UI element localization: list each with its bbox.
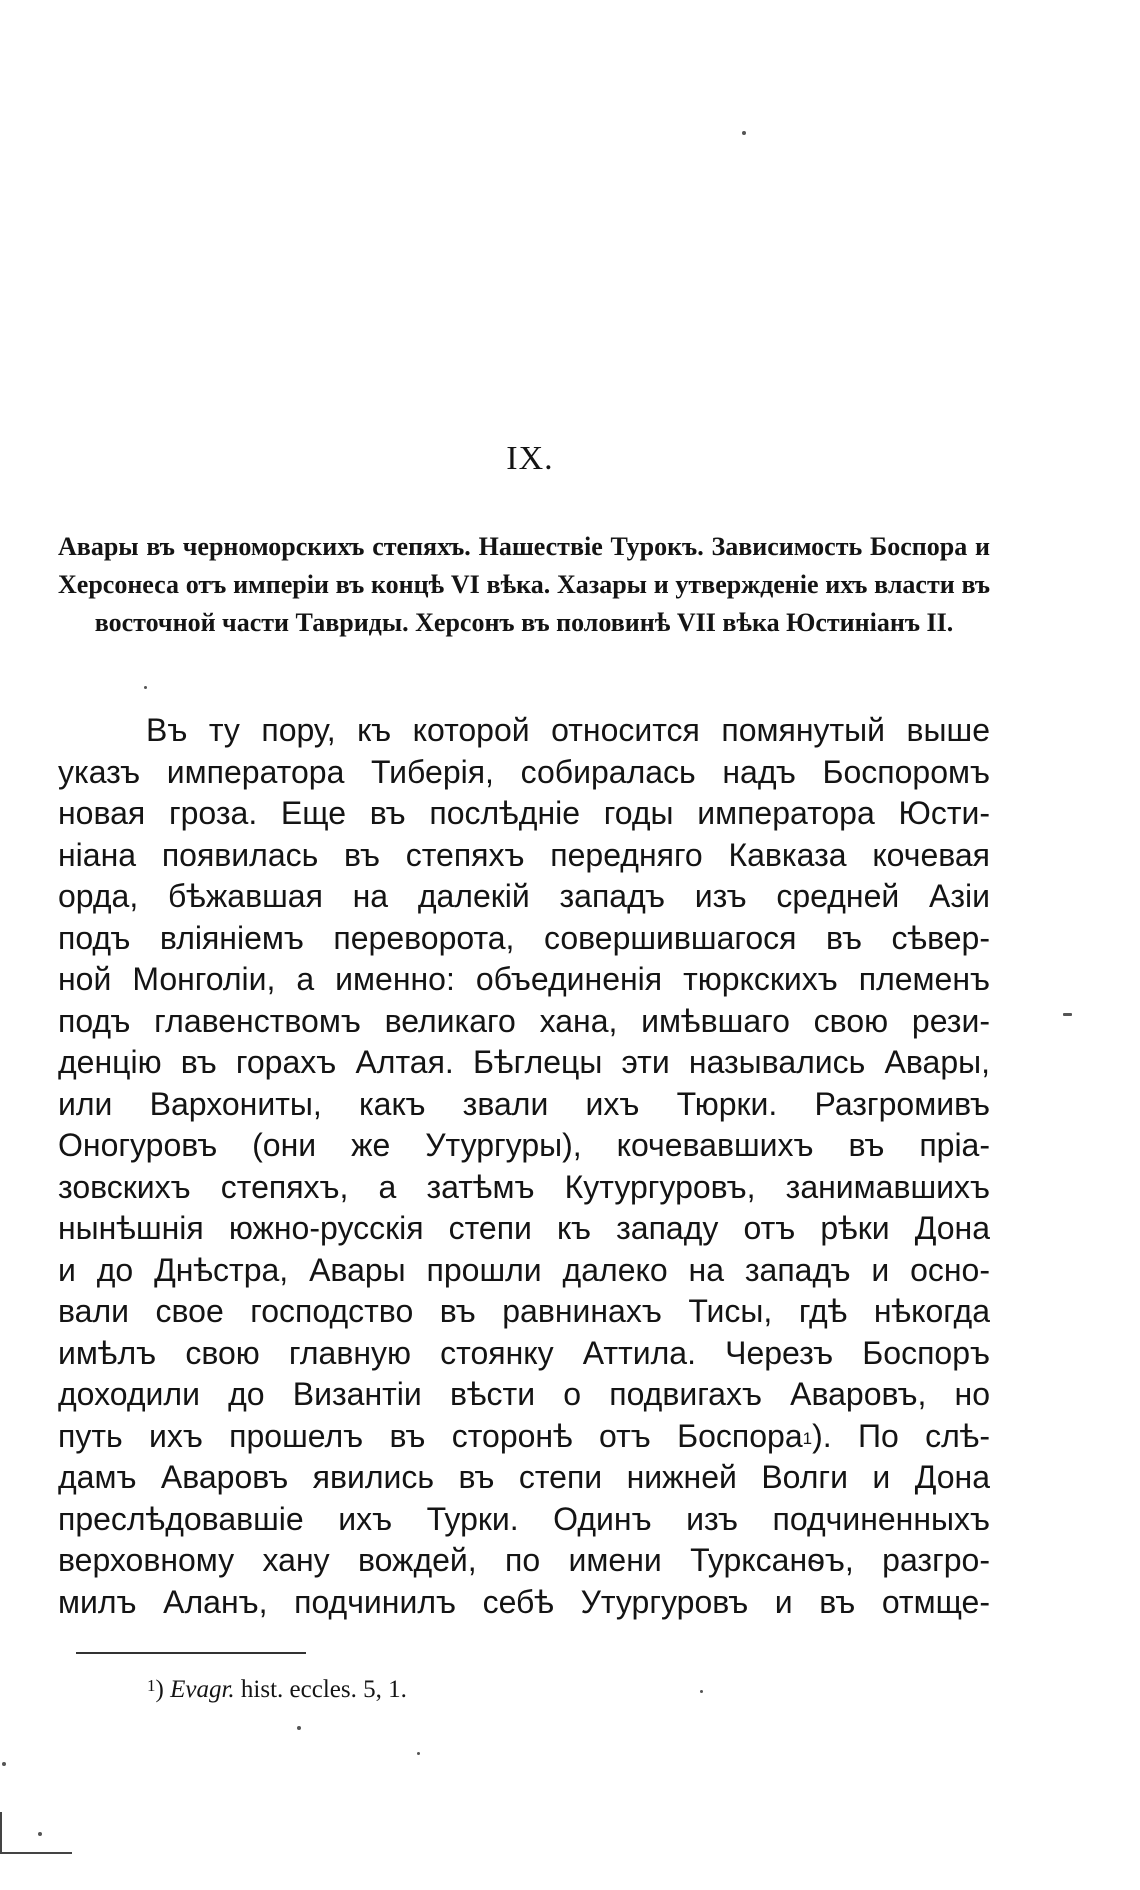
body-text bbox=[58, 710, 990, 1623]
text-line: Оногуровъ (они же Утургуры), кочевавшихъ въ пріа- bbox=[58, 1127, 990, 1163]
text-segment: путь ихъ прошелъ въ сторонѣ отъ Боспора bbox=[58, 1417, 803, 1454]
scan-speck bbox=[700, 1690, 703, 1693]
footnote-paren: ) bbox=[155, 1676, 164, 1703]
text-line: милъ Аланъ, подчинилъ себѣ Утургуровъ и въ отмще- bbox=[58, 1583, 990, 1620]
chapter-number: IX. bbox=[506, 440, 554, 477]
text-line: имѣлъ свою главную стоянку Аттила. Черезъ Боспоръ bbox=[58, 1334, 990, 1371]
scan-speck bbox=[2, 1762, 6, 1766]
footnote bbox=[147, 1676, 407, 1704]
chapter-summary: Авары въ черноморскихъ степяхъ. Нашествіе Турокъ. Зависимость Боспора и Херсонеса отъ имперіи въ концѣ VI вѣка. Хазары и утвержденіе ихъ власти въ восточной части Тавриды. Херсонъ въ половинѣ VII вѣка Юстиніанъ II. bbox=[58, 532, 990, 637]
text-line: ніана появилась въ степяхъ передняго Кавказа кочевая bbox=[58, 836, 990, 873]
footnote-author: Evagr. bbox=[170, 1676, 235, 1703]
text-line: ной Монголіи, а именно: объединенія тюркскихъ племенъ bbox=[58, 961, 990, 997]
scan-speck bbox=[1063, 1013, 1072, 1016]
footnote-marker: 1 bbox=[147, 1676, 156, 1695]
text-line-with-footnote-ref bbox=[58, 1416, 990, 1458]
text-line: подъ вліяніемъ переворота, совершившагося въ сѣвер- bbox=[58, 919, 990, 956]
text-line: верховному хану вождей, по имени Турксанѳъ, разгро- bbox=[58, 1542, 990, 1578]
scan-edge-mark bbox=[0, 1812, 72, 1854]
text-line: доходили до Византіи вѣсти о подвигахъ Аваровъ, но bbox=[58, 1376, 990, 1412]
text-line: зовскихъ степяхъ, а затѣмъ Кутургуровъ, занимавшихъ bbox=[58, 1168, 990, 1205]
text-line: или Вархониты, какъ звали ихъ Тюрки. Разгромивъ bbox=[58, 1085, 990, 1122]
scan-speck bbox=[742, 131, 746, 135]
text-line: подъ главенствомъ великаго хана, имѣвшаго свою рези- bbox=[58, 1002, 990, 1039]
text-line: Въ ту пору, къ которой относится помянутый выше bbox=[146, 712, 990, 748]
footnote-citation: hist. eccles. 5, 1. bbox=[234, 1676, 407, 1703]
text-segment: ). По слѣ- bbox=[812, 1417, 990, 1454]
scan-speck bbox=[297, 1726, 301, 1730]
text-line: и до Днѣстра, Авары прошли далеко на западъ и осно- bbox=[58, 1251, 990, 1288]
text-line: денцію въ горахъ Алтая. Бѣглецы эти назывались Авары, bbox=[58, 1044, 990, 1080]
text-line: вали свое господство въ равнинахъ Тисы, гдѣ нѣкогда bbox=[58, 1293, 990, 1329]
text-line: новая гроза. Еще въ послѣдніе годы императора Юсти- bbox=[58, 795, 990, 831]
footnote-reference[interactable]: 1 bbox=[802, 1428, 813, 1448]
scan-speck bbox=[417, 1752, 420, 1755]
text-line: дамъ Аваровъ явились въ степи нижней Волги и Дона bbox=[58, 1459, 990, 1495]
scan-speck bbox=[144, 686, 147, 689]
footnote-divider bbox=[76, 1652, 306, 1654]
text-line: указъ императора Тиберія, собиралась надъ Боспоромъ bbox=[58, 753, 990, 790]
text-line: преслѣдовавшіе ихъ Турки. Одинъ изъ подчиненныхъ bbox=[58, 1500, 990, 1537]
text-line: орда, бѣжавшая на далекій западъ изъ средней Азіи bbox=[58, 878, 990, 914]
text-line: нынѣшнія южно-русскія степи къ западу отъ рѣки Дона bbox=[58, 1210, 990, 1246]
